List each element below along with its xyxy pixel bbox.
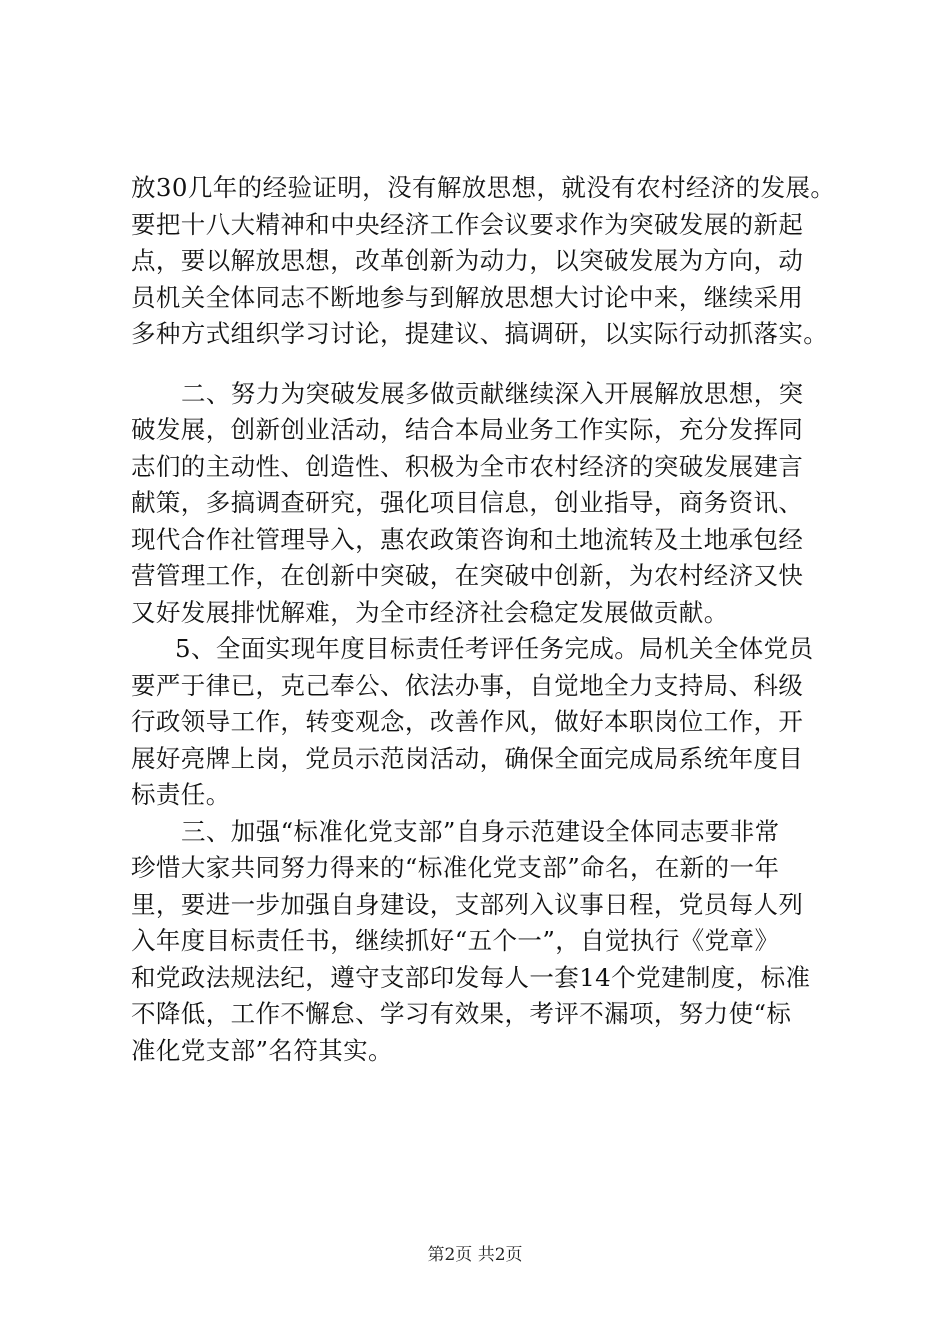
- text-line: 献策，多搞调查研究，强化项目信息，创业指导，商务资讯、: [131, 488, 804, 517]
- text-line: 要严于律已，克己奉公、依法办事，自觉地全力支持局、科级: [131, 670, 804, 700]
- text-line: 营管理工作，在创新中突破，在突破中创新，为农村经济又快: [131, 561, 804, 590]
- text-line: 多种方式组织学习讨论，提建议、搞调研，以实际行动抓落实。: [131, 319, 829, 348]
- text-line: 和党政法规法纪，遵守支部印发每人一套14个党建制度，标准: [131, 962, 811, 992]
- text-line: 员机关全体同志不断地参与到解放思想大讨论中来，继续采用: [131, 282, 804, 312]
- text-line: 要把十八大精神和中央经济工作会议要求作为突破发展的新起: [131, 209, 804, 239]
- text-line: 展好亮牌上岗，党员示范岗活动，确保全面完成局系统年度目: [131, 743, 804, 773]
- text-line: 又好发展排忧解难，为全市经济社会稳定发展做贡献。: [131, 597, 729, 627]
- text-line: 现代合作社管理导入，惠农政策咨询和土地流转及土地承包经: [131, 524, 804, 554]
- text-line: 点，要以解放思想，改革创新为动力，以突破发展为方向，动: [131, 246, 804, 275]
- document-body: [131, 170, 836, 1069]
- text-line: 珍惜大家共同努力得来的“标准化党支部”命名，在新的一年: [131, 853, 780, 882]
- text-line: 破发展，创新创业活动，结合本局业务工作实际，充分发挥同: [131, 415, 804, 444]
- text-line: 行政领导工作，转变观念，改善作风，做好本职岗位工作，开: [131, 707, 804, 736]
- page-number: 第2页 共2页: [427, 1245, 523, 1265]
- text-line: 三、加强“标准化党支部”自身示范建设全体同志要非常: [181, 816, 780, 846]
- text-line: 志们的主动性、创造性、积极为全市农村经济的突破发展建言: [131, 451, 804, 481]
- text-line: 里，要进一步加强自身建设，支部列入议事日程，党员每人列: [131, 889, 804, 919]
- text-line: 不降低，工作不懈怠、学习有效果，考评不漏项，努力使“标: [131, 999, 792, 1028]
- text-line: 5、全面实现年度目标责任考评任务完成。局机关全体党员: [175, 634, 814, 663]
- text-line: 二、努力为突破发展多做贡献继续深入开展解放思想，突: [181, 378, 804, 408]
- text-line: 放30几年的经验证明，没有解放思想，就没有农村经济的发展。: [131, 173, 836, 202]
- text-line: 标责任。: [131, 780, 231, 809]
- text-line: 入年度目标责任书，继续抓好“五个一”，自觉执行《党章》: [131, 926, 780, 955]
- text-line: 准化党支部”名符其实。: [131, 1035, 393, 1065]
- paragraph-gap: [131, 353, 836, 376]
